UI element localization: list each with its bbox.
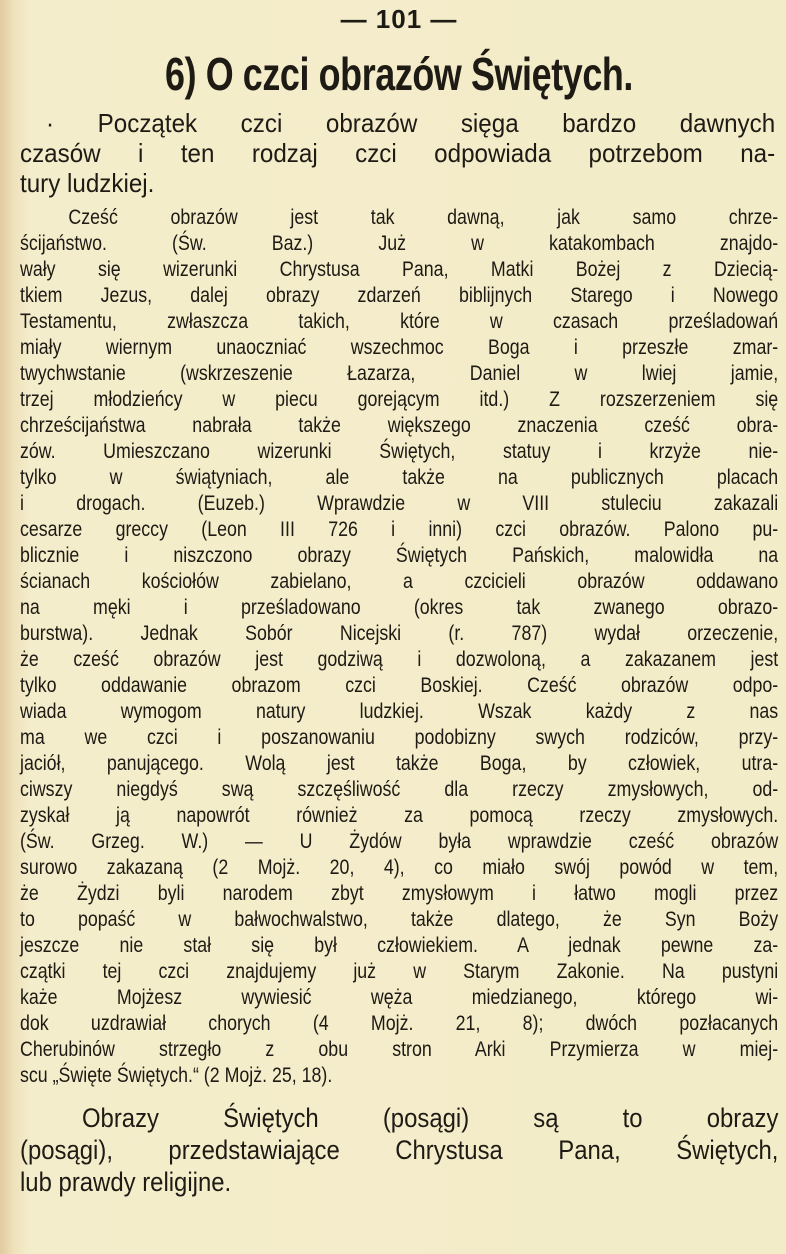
body-line: Cherubinów strzegło z obu stron Arki Przymierza w miej-	[20, 1037, 779, 1061]
body-line: i drogach. (Euzeb.) Wprawdzie w VIII stuleciu zakazali	[20, 491, 779, 515]
lead-line: tury ludzkiej.	[20, 168, 155, 198]
lead-line: czasów i ten rodzaj czci odpowiada potrzebom na-	[20, 138, 776, 168]
body-line: jeszcze nie stał się był człowiekiem. A jednak pewne za-	[20, 933, 779, 957]
body-line: (Św. Grzeg. W.) — U Żydów była wprawdzie cześć obrazów	[20, 829, 779, 853]
body-paragraph	[20, 204, 778, 1088]
body-line: że cześć obrazów jest godziwą i dozwoloną, a zakazanem jest	[20, 647, 779, 671]
body-line: na męki i prześladowano (okres tak zwanego obrazo-	[20, 595, 779, 619]
body-line: scu „Święte Świętych.“ (2 Mojż. 25, 18).	[20, 1063, 333, 1087]
conclusion-line: (posągi), przedstawiające Chrystusa Pana, Świętych,	[20, 1135, 779, 1165]
body-line: dok uzdrawiał chorych (4 Mojż. 21, 8); dwóch pozłacanych	[20, 1011, 779, 1035]
conclusion-line: lub prawdy religijne.	[20, 1167, 232, 1197]
body-line: Cześć obrazów jest tak dawną, jak samo chrze-	[68, 205, 779, 229]
body-line: jaciół, panującego. Wolą jest także Boga, by człowiek, utra-	[20, 751, 779, 775]
body-line: tylko w świątyniach, ale także na publicznych placach	[20, 465, 779, 489]
body-line: że Żydzi byli narodem zbyt zmysłowym i łatwo mogli przez	[20, 881, 779, 905]
body-line: ścianach kościołów zabielano, a czcicieli obrazów oddawano	[20, 569, 779, 593]
lead-paragraph	[20, 108, 775, 198]
body-line: blicznie i niszczono obrazy Świętych Pańskich, malowidła na	[20, 543, 779, 567]
body-line: każe Mojżesz wywiesić węża miedzianego, którego wi-	[20, 985, 779, 1009]
body-line: miały wiernym unaoczniać wszechmoc Boga i przeszłe zmar-	[20, 335, 779, 359]
body-line: tkiem Jezus, dalej obrazy zdarzeń biblijnych Starego i Nowego	[20, 283, 779, 307]
body-line: Testamentu, zwłaszcza takich, które w czasach prześladowań	[20, 309, 779, 333]
body-line: burstwa). Jednak Sobór Nicejski (r. 787) wydał orzeczenie,	[20, 621, 779, 645]
body-line: ciwszy niegdyś swą szczęśliwość dla rzeczy zmysłowych, od-	[20, 777, 779, 801]
conclusion-line: Obrazy Świętych (posągi) są to obrazy	[81, 1103, 779, 1133]
body-line: ścijaństwo. (Św. Baz.) Już w katakombach znajdo-	[20, 231, 779, 255]
body-line: ma we czci i poszanowaniu podobizny swych rodziców, przy-	[20, 725, 779, 749]
body-line: to popaść w bałwochwalstwo, także dlatego, że Syn Boży	[20, 907, 779, 931]
body-line: wiada wymogom natury ludzkiej. Wszak każdy z nas	[20, 699, 779, 723]
body-line: twychwstanie (wskrzeszenie Łazarza, Daniel w lwiej jamie,	[20, 361, 779, 385]
body-line: zyskał ją napowrót również za pomocą rzeczy zmysłowych.	[20, 803, 779, 827]
page-number: — 101 —	[340, 4, 458, 34]
body-line: cesarze greccy (Leon III 726 i inni) czci obrazów. Palono pu-	[20, 517, 779, 541]
lead-line: · Początek czci obrazów sięga bardzo dawnych	[46, 108, 776, 138]
chapter-title: 6) O czci obrazów Świętych.	[165, 48, 633, 100]
body-line: surowo zakazaną (2 Mojż. 20, 4), co miało swój powód w tem,	[20, 855, 779, 879]
body-line: czątki tej czci znajdujemy już w Starym Zakonie. Na pustyni	[20, 959, 779, 983]
body-line: trzej młodzieńcy w piecu gorejącym itd.) Z rozszerzeniem się	[20, 387, 779, 411]
body-line: chrześcijaństwa nabrała także większego znaczenia cześć obra-	[20, 413, 779, 437]
body-line: wały się wizerunki Chrystusa Pana, Matki Bożej z Dziecią-	[20, 257, 779, 281]
conclusion-paragraph	[20, 1102, 778, 1198]
body-line: tylko oddawanie obrazom czci Boskiej. Cześć obrazów odpo-	[20, 673, 779, 697]
body-line: zów. Umieszczano wizerunki Świętych, statuy i krzyże nie-	[20, 439, 779, 463]
book-page	[20, 0, 778, 1198]
